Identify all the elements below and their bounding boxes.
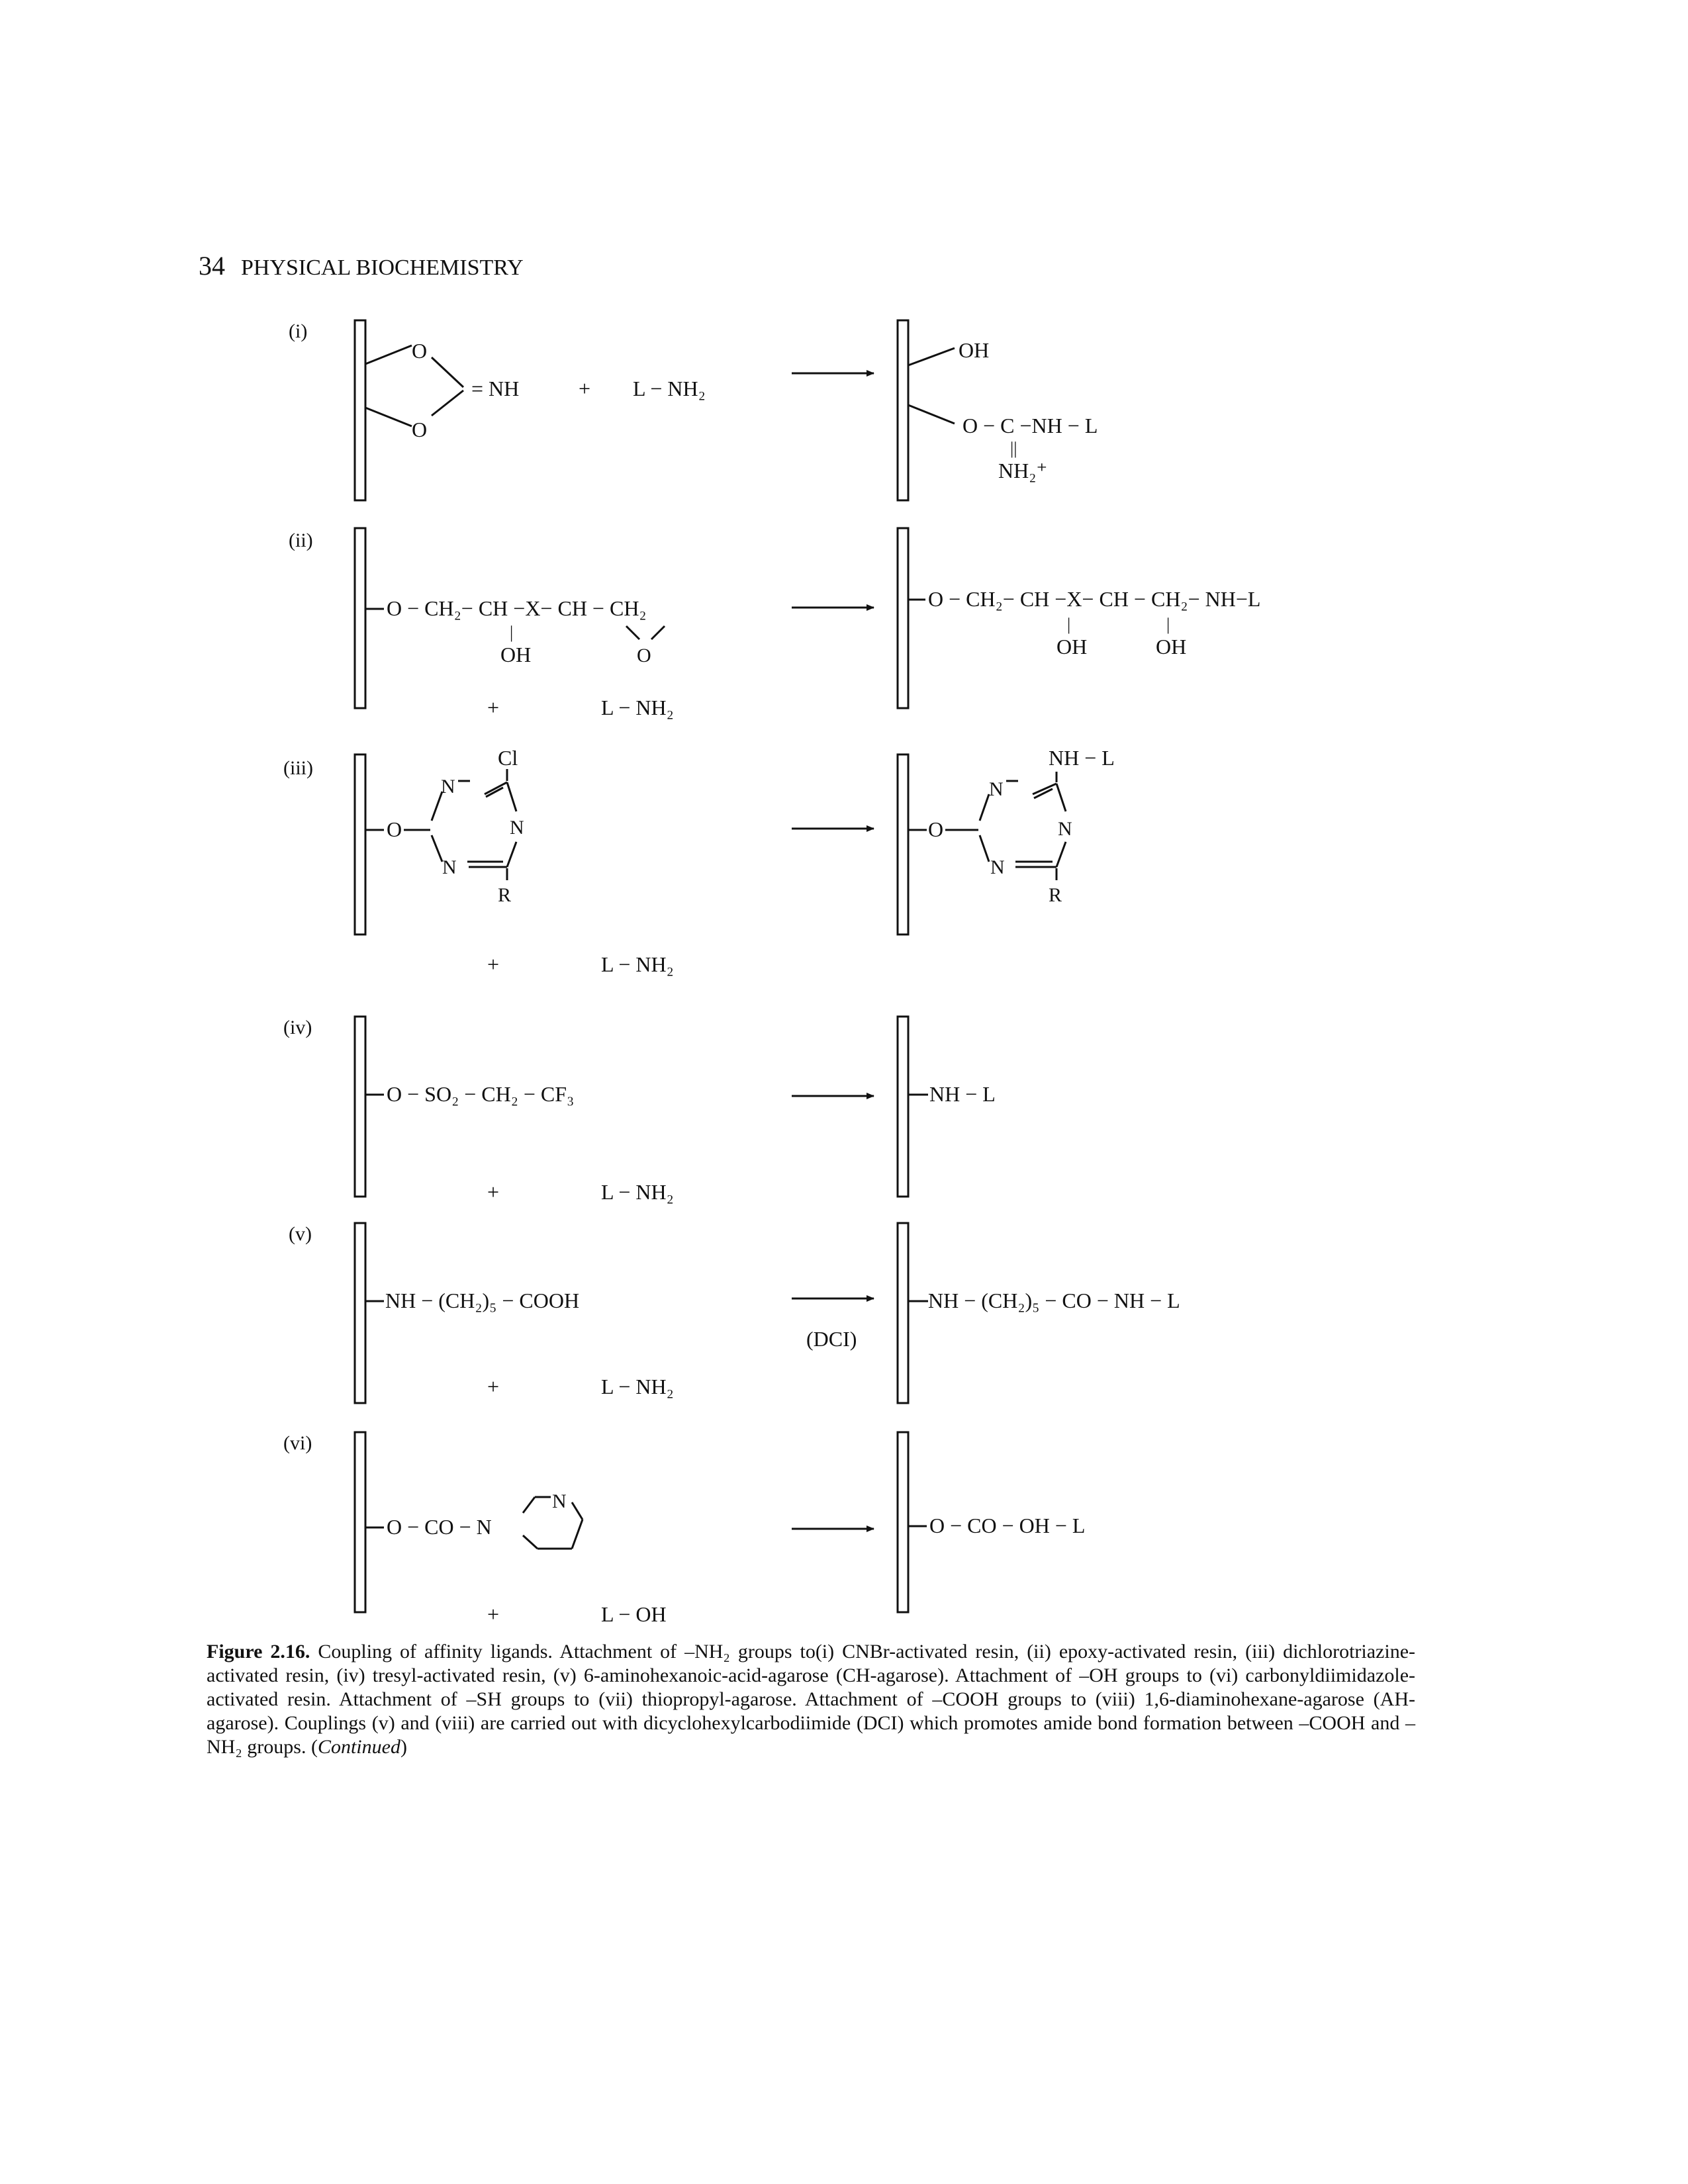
- ligand-amine: L − NH₂: [601, 696, 674, 719]
- plus-sign: +: [487, 1180, 500, 1204]
- reaction-label: (i): [289, 320, 308, 342]
- imine-group: = NH: [471, 377, 520, 400]
- ring-nitrogen: N: [441, 776, 455, 797]
- resin-support-left: [355, 1017, 365, 1197]
- caption-end: ): [400, 1736, 407, 1758]
- hydroxyl-group: OH: [1156, 635, 1187, 659]
- reagent-label: (DCI): [806, 1327, 857, 1351]
- linking-oxygen: O: [928, 817, 944, 841]
- reaction-v: [289, 1223, 1180, 1403]
- double-bond: ||: [1010, 439, 1017, 458]
- chlorine-atom: Cl: [498, 746, 518, 770]
- amide-ligand: NH − L: [1049, 746, 1115, 770]
- coupled-chain: NH − L: [929, 1082, 996, 1106]
- caption-label: Figure 2.16.: [207, 1641, 310, 1662]
- caption-continued: Continued: [317, 1736, 400, 1758]
- running-title: PHYSICAL BIOCHEMISTRY: [241, 255, 524, 280]
- coupled-chain: O − CH₂− CH −X− CH − CH₂− NH−L: [928, 587, 1261, 611]
- resin-support-left: [355, 320, 365, 500]
- epoxy-chain: O − CH₂− CH −X− CH − CH₂: [387, 596, 647, 620]
- resin-support-right: [898, 528, 908, 708]
- imidazole-carbamate-chain: O − CO − N: [387, 1515, 492, 1539]
- ring-nitrogen: N: [1058, 818, 1072, 840]
- tresyl-chain: O − SO₂ − CH₂ − CF₃: [387, 1082, 575, 1106]
- resin-support-right: [898, 1432, 908, 1612]
- plus-sign: +: [487, 952, 500, 976]
- iminium-group: NH₂⁺: [998, 459, 1048, 482]
- plus-sign: +: [487, 696, 500, 719]
- resin-support-left: [355, 528, 365, 708]
- resin-support-left: [355, 754, 365, 934]
- aminohexanoic-chain: NH − (CH₂)₅ − COOH: [385, 1289, 580, 1312]
- reaction-label: (vi): [283, 1432, 312, 1454]
- reaction-i: [289, 320, 1098, 500]
- ligand-amine: L − NH₂: [601, 1375, 674, 1398]
- figure-caption: [207, 1640, 1415, 1759]
- ligand-hydroxyl: L − OH: [601, 1602, 667, 1626]
- hydroxyl-group: OH: [500, 643, 532, 666]
- reaction-iv: [283, 1017, 996, 1204]
- ring-oxygen: O: [412, 339, 428, 363]
- reaction-ii: [289, 528, 1260, 719]
- ring-nitrogen: N: [989, 778, 1004, 800]
- resin-support-left: [355, 1223, 365, 1403]
- r-group: R: [498, 884, 512, 906]
- plus-sign: +: [579, 377, 591, 400]
- bond-bar: |: [1067, 615, 1071, 634]
- plus-sign: +: [487, 1602, 500, 1626]
- hydroxyl-group: OH: [959, 338, 990, 362]
- isourea-chain: O − C −NH − L: [962, 414, 1098, 437]
- hydroxyl-group: OH: [1056, 635, 1088, 659]
- ligand-amine: L − NH₂: [601, 1180, 674, 1204]
- resin-support-right: [898, 754, 908, 934]
- epoxide-oxygen: O: [637, 645, 651, 666]
- resin-support-right: [898, 320, 908, 500]
- ring-nitrogen: N: [990, 856, 1005, 878]
- ligand-amine: L − NH₂: [601, 952, 674, 976]
- ligand-amine: L − NH₂: [633, 377, 706, 400]
- coupled-chain: NH − (CH₂)₅ − CO − NH − L: [928, 1289, 1180, 1312]
- ring-nitrogen: N: [442, 856, 457, 878]
- ring-nitrogen: N: [510, 817, 524, 839]
- reaction-vi: [283, 1432, 1085, 1626]
- reaction-label: (v): [289, 1223, 312, 1245]
- reaction-iii: [283, 746, 1115, 976]
- bond-bar: |: [510, 623, 514, 642]
- page-number: 34: [199, 251, 225, 281]
- linking-oxygen: O: [387, 817, 402, 841]
- reaction-label: (iv): [283, 1017, 312, 1038]
- ring-oxygen: O: [412, 418, 428, 441]
- ring-nitrogen: N: [552, 1490, 567, 1512]
- resin-support-left: [355, 1432, 365, 1612]
- bond-bar: |: [1166, 615, 1170, 634]
- r-group: R: [1049, 884, 1062, 906]
- reaction-label: (iii): [283, 757, 313, 779]
- resin-support-right: [898, 1017, 908, 1197]
- reaction-label: (ii): [289, 529, 313, 551]
- triazine-ring: [945, 772, 1066, 880]
- coupled-chain: O − CO − OH − L: [929, 1514, 1086, 1537]
- caption-text: Coupling of affinity ligands. Attachment of –NH₂ groups to(i) CNBr-activated resin, (ii) epoxy-activated resin, (iii) dichlorotriazine-activated resin, (iv) tresyl-activated resin, (v) 6-aminohexanoic-acid-agarose (CH-agarose). Attachment of –OH groups to (vi) carbonyldiimidazole-activated resin. Attachment of –SH groups to (vii) thiopropyl-agarose. Attachment of –COOH groups to (viii) 1,6-diaminohexane-agarose (AH-agarose). Couplings (v) and (viii) are carried out with dicyclohexylcarbodiimide (DCI) which promotes amide bond formation between –COOH and –NH₂ groups. (: [207, 1641, 1416, 1758]
- resin-support-right: [898, 1223, 908, 1403]
- triazine-ring: [404, 769, 516, 880]
- plus-sign: +: [487, 1375, 500, 1398]
